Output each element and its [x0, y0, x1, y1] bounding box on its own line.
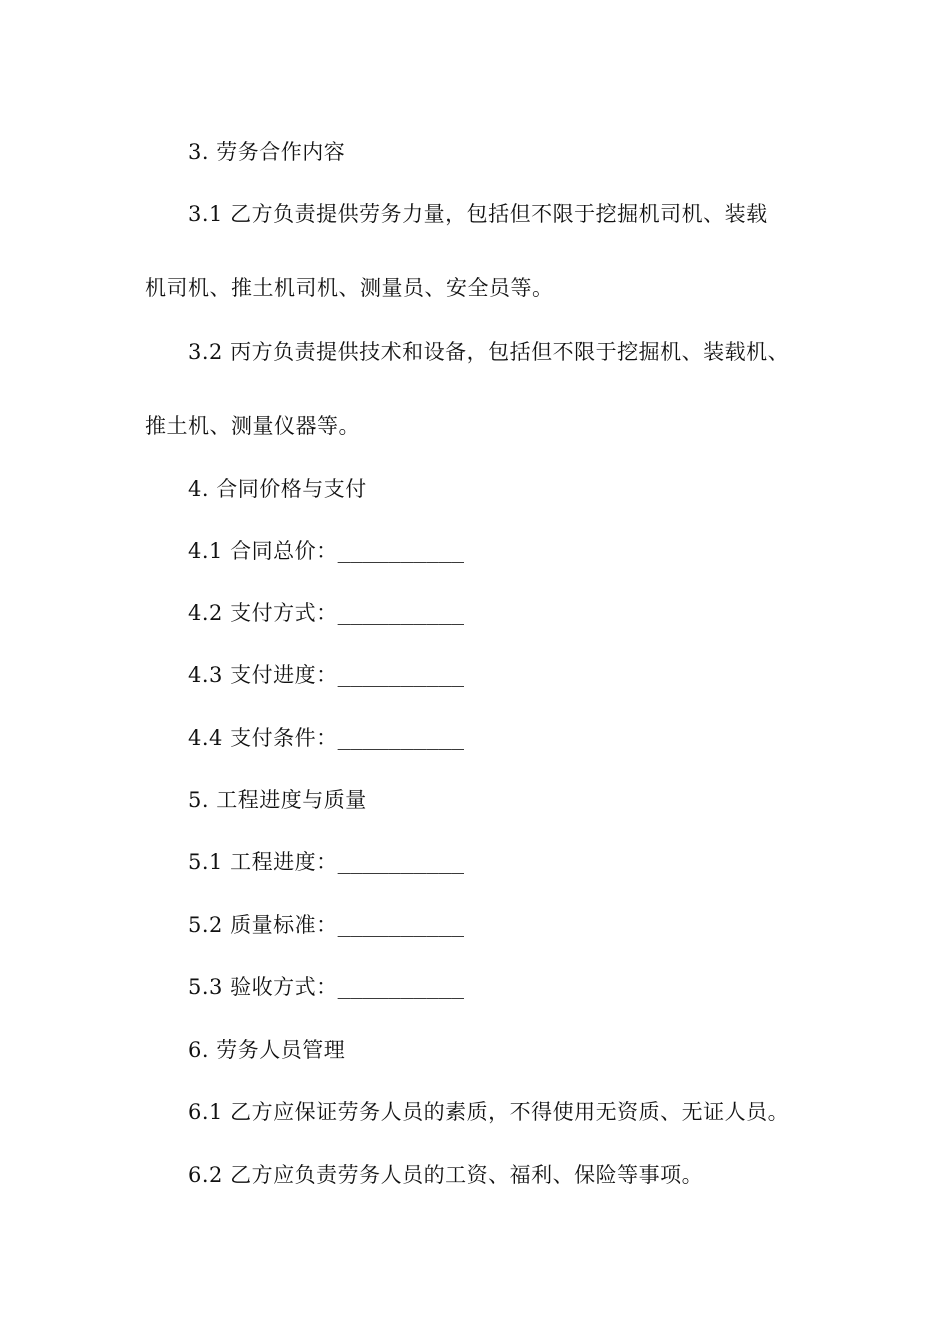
- clause-6-1: 6.1 乙方应保证劳务人员的素质，不得使用无资质、无证人员。: [188, 1100, 790, 1124]
- section-6-heading: 6. 劳务人员管理: [188, 1038, 346, 1062]
- clause-4-4: [188, 724, 464, 752]
- clause-4-2: [188, 599, 464, 627]
- clause-3-2-line-1: 3.2 丙方负责提供技术和设备，包括但不限于挖掘机、装载机、: [188, 340, 790, 364]
- clause-4-2-label: 4.2 支付方式：: [188, 601, 338, 625]
- section-3-heading: 3. 劳务合作内容: [188, 140, 346, 164]
- clause-5-1: [188, 848, 464, 876]
- fill-in-blank: __________: [337, 663, 465, 687]
- fill-in-blank: __________: [337, 850, 465, 874]
- clause-3-2-line-2: 推土机、测量仪器等。: [145, 414, 360, 438]
- clause-5-3: [188, 973, 464, 1001]
- fill-in-blank: __________: [337, 913, 465, 937]
- clause-5-1-label: 5.1 工程进度：: [188, 850, 338, 874]
- clause-4-4-label: 4.4 支付条件：: [188, 726, 338, 750]
- clause-4-1-label: 4.1 合同总价：: [188, 539, 338, 563]
- clause-4-1: [188, 537, 464, 565]
- clause-5-2: [188, 911, 464, 939]
- clause-5-3-label: 5.3 验收方式：: [188, 975, 338, 999]
- clause-4-3: [188, 661, 464, 689]
- section-4-heading: 4. 合同价格与支付: [188, 477, 367, 501]
- clause-3-1-line-2: 机司机、推土机司机、测量员、安全员等。: [145, 276, 554, 300]
- clause-4-3-label: 4.3 支付进度：: [188, 663, 338, 687]
- fill-in-blank: __________: [337, 726, 465, 750]
- clause-3-1-line-1: 3.1 乙方负责提供劳务力量，包括但不限于挖掘机司机、装载: [188, 202, 768, 226]
- clause-6-2: 6.2 乙方应负责劳务人员的工资、福利、保险等事项。: [188, 1163, 704, 1187]
- clause-5-2-label: 5.2 质量标准：: [188, 913, 338, 937]
- section-5-heading: 5. 工程进度与质量: [188, 788, 367, 812]
- fill-in-blank: __________: [337, 539, 465, 563]
- fill-in-blank: __________: [337, 975, 465, 999]
- fill-in-blank: __________: [337, 601, 465, 625]
